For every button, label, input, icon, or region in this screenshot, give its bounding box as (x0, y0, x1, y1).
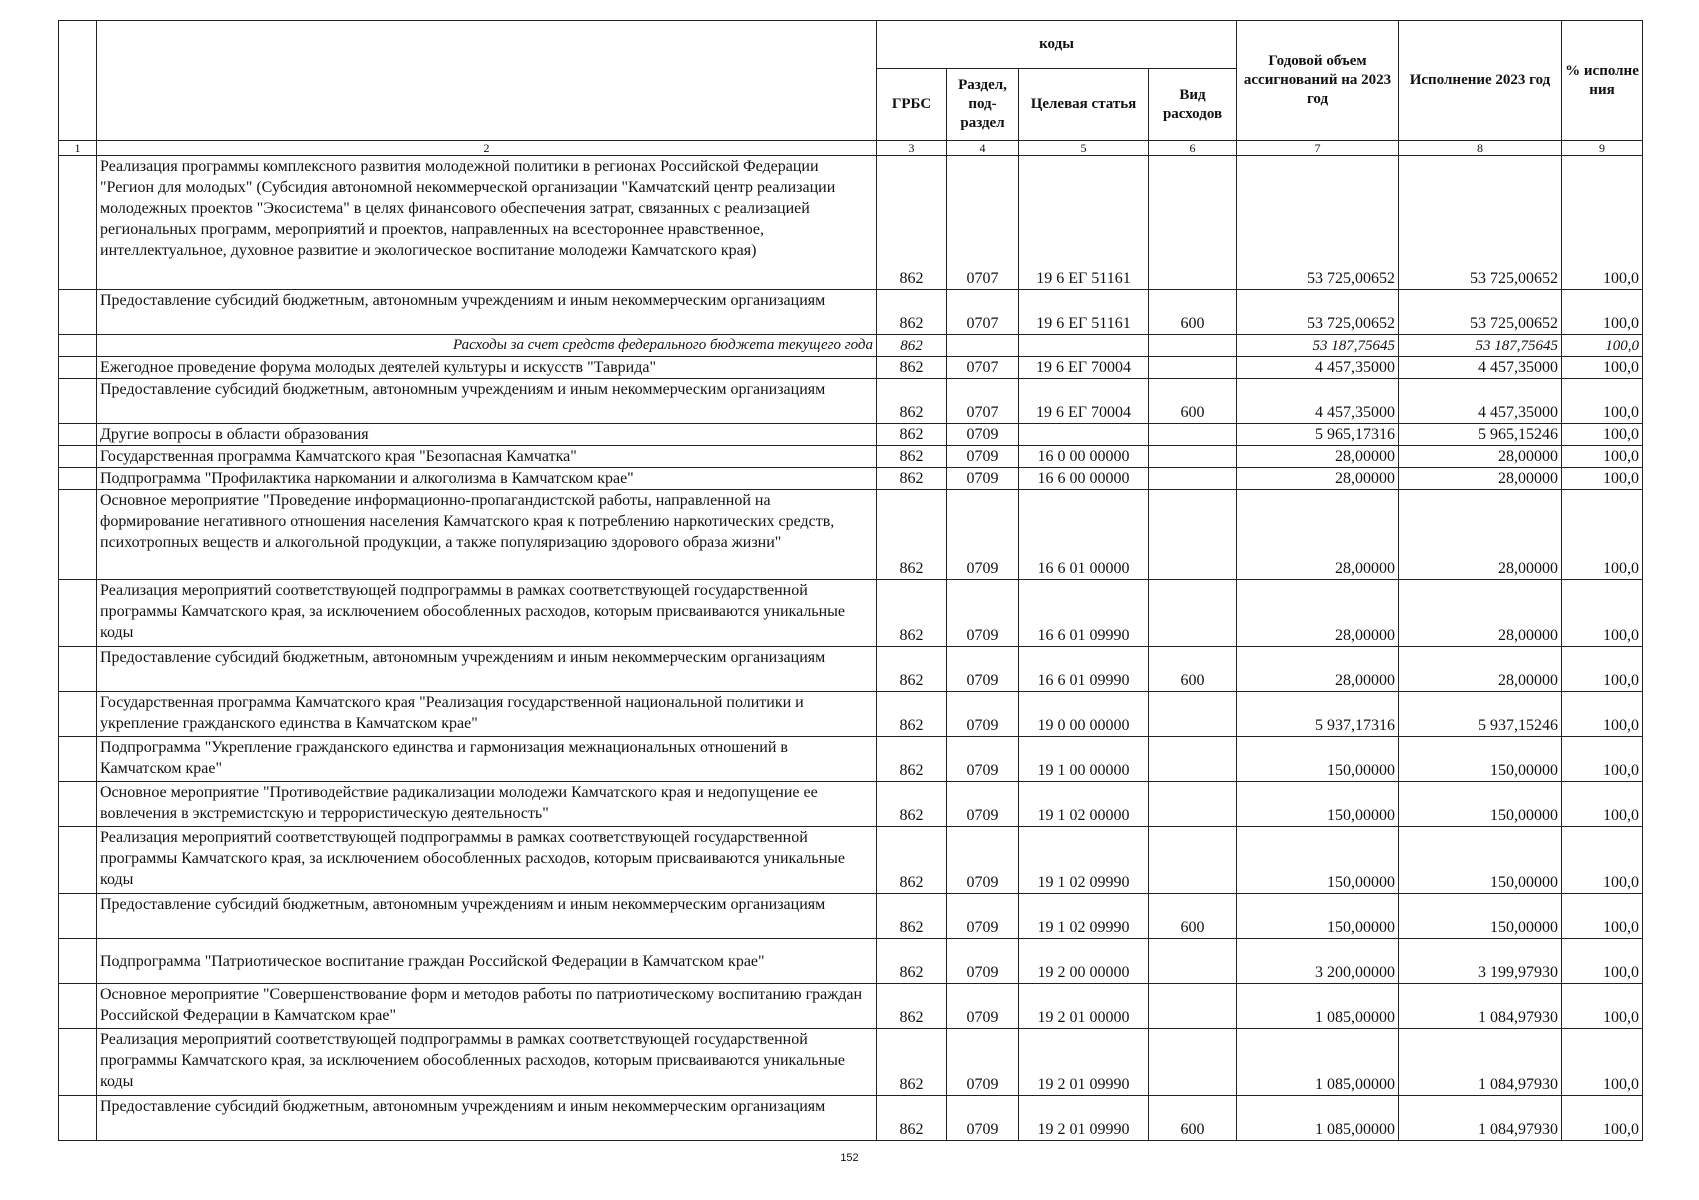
row-number-cell (59, 290, 97, 335)
row-target-item: 16 6 01 09990 (1019, 580, 1149, 647)
row-annual-volume: 5 937,17316 (1237, 692, 1399, 737)
row-annual-volume: 150,00000 (1237, 737, 1399, 782)
row-execution: 5 937,15246 (1399, 692, 1562, 737)
row-section: 0709 (947, 894, 1019, 939)
row-number-cell (59, 580, 97, 647)
row-section: 0707 (947, 156, 1019, 290)
row-grbs: 862 (877, 357, 947, 379)
row-number-cell (59, 1029, 97, 1096)
row-description: Расходы за счет средств федерального бюджета текущего года (97, 335, 877, 357)
row-number-cell (59, 827, 97, 894)
table-row (59, 580, 1643, 647)
row-section (947, 335, 1019, 357)
row-section: 0709 (947, 490, 1019, 580)
column-number: 4 (947, 141, 1019, 156)
row-description: Подпрограмма "Укрепление гражданского единства и гармонизация межнациональных отношений в Камчатском крае" (97, 737, 877, 782)
row-target-item (1019, 424, 1149, 446)
table-row (59, 156, 1643, 290)
row-section: 0707 (947, 290, 1019, 335)
row-grbs: 862 (877, 692, 947, 737)
row-grbs: 862 (877, 490, 947, 580)
header-execution: Исполнение 2023 год (1399, 21, 1562, 141)
row-target-item: 19 2 01 00000 (1019, 984, 1149, 1029)
table-row (59, 379, 1643, 424)
column-number: 1 (59, 141, 97, 156)
row-number-cell (59, 468, 97, 490)
row-section: 0709 (947, 647, 1019, 692)
row-annual-volume: 1 085,00000 (1237, 1029, 1399, 1096)
row-execution: 1 084,97930 (1399, 1096, 1562, 1141)
row-description: Другие вопросы в области образования (97, 424, 877, 446)
row-percent: 100,0 (1562, 335, 1643, 357)
row-percent: 100,0 (1562, 1029, 1643, 1096)
row-number-cell (59, 737, 97, 782)
row-expense-type (1149, 490, 1237, 580)
row-expense-type (1149, 335, 1237, 357)
row-grbs: 862 (877, 1096, 947, 1141)
row-grbs: 862 (877, 335, 947, 357)
row-section: 0709 (947, 692, 1019, 737)
row-grbs: 862 (877, 290, 947, 335)
row-grbs: 862 (877, 424, 947, 446)
row-annual-volume: 150,00000 (1237, 827, 1399, 894)
row-annual-volume: 28,00000 (1237, 580, 1399, 647)
table-row (59, 939, 1643, 984)
row-annual-volume: 28,00000 (1237, 647, 1399, 692)
row-percent: 100,0 (1562, 490, 1643, 580)
row-target-item: 19 2 01 09990 (1019, 1029, 1149, 1096)
row-section: 0709 (947, 939, 1019, 984)
row-execution: 4 457,35000 (1399, 357, 1562, 379)
table-row (59, 827, 1643, 894)
row-annual-volume: 1 085,00000 (1237, 1096, 1399, 1141)
row-expense-type (1149, 424, 1237, 446)
row-description: Реализация программы комплексного развития молодежной политики в регионах Российской Федерации "Регион для молодых" (Субсидия автономной некоммерческой организации "Камчатский центр реализации молодежных проектов "Экосистема" в целях финансового обеспечения затрат, связанных с реализацией региональных программ, мероприятий и проектов, направленных на всестороннее нравственное, интеллектуальное, духовное развитие и экологическое воспитание молодежи Камчатского края) (97, 156, 877, 290)
row-execution: 4 457,35000 (1399, 379, 1562, 424)
row-annual-volume: 3 200,00000 (1237, 939, 1399, 984)
table-row (59, 692, 1643, 737)
header-section: Раздел, под-раздел (947, 69, 1019, 141)
row-section: 0707 (947, 379, 1019, 424)
column-number: 6 (1149, 141, 1237, 156)
row-annual-volume: 28,00000 (1237, 490, 1399, 580)
row-grbs: 862 (877, 782, 947, 827)
row-section: 0709 (947, 782, 1019, 827)
row-grbs: 862 (877, 156, 947, 290)
row-expense-type (1149, 737, 1237, 782)
row-number-cell (59, 692, 97, 737)
row-execution: 28,00000 (1399, 647, 1562, 692)
row-grbs: 862 (877, 379, 947, 424)
row-section: 0709 (947, 580, 1019, 647)
row-number-cell (59, 424, 97, 446)
row-annual-volume: 53 725,00652 (1237, 156, 1399, 290)
row-annual-volume: 5 965,17316 (1237, 424, 1399, 446)
row-execution: 150,00000 (1399, 782, 1562, 827)
table-row (59, 357, 1643, 379)
table-row (59, 1096, 1643, 1141)
row-section: 0709 (947, 446, 1019, 468)
row-description: Основное мероприятие "Проведение информационно-пропагандистской работы, направленной на формирование негативного отношения населения Камчатского края к потреблению наркотических средств, психотропных веществ и алкогольной продукции, а также популяризацию здорового образа жизни" (97, 490, 877, 580)
row-grbs: 862 (877, 1029, 947, 1096)
row-percent: 100,0 (1562, 737, 1643, 782)
row-expense-type: 600 (1149, 647, 1237, 692)
row-expense-type: 600 (1149, 1096, 1237, 1141)
row-execution: 5 965,15246 (1399, 424, 1562, 446)
row-execution: 3 199,97930 (1399, 939, 1562, 984)
row-percent: 100,0 (1562, 156, 1643, 290)
table-row (59, 1029, 1643, 1096)
row-description: Государственная программа Камчатского края "Безопасная Камчатка" (97, 446, 877, 468)
row-number-cell (59, 357, 97, 379)
table-row (59, 894, 1643, 939)
table-row (59, 290, 1643, 335)
header-annual-volume: Годовой объем ассигнований на 2023 год (1237, 21, 1399, 141)
row-annual-volume: 53 725,00652 (1237, 290, 1399, 335)
row-target-item: 19 6 ЕГ 70004 (1019, 357, 1149, 379)
row-annual-volume: 150,00000 (1237, 782, 1399, 827)
row-target-item: 19 1 00 00000 (1019, 737, 1149, 782)
row-percent: 100,0 (1562, 782, 1643, 827)
page-number: 152 (840, 1152, 859, 1164)
budget-execution-table (58, 20, 1643, 1141)
row-description: Предоставление субсидий бюджетным, автономным учреждениям и иным некоммерческим организациям (97, 290, 877, 335)
row-expense-type: 600 (1149, 379, 1237, 424)
row-expense-type (1149, 692, 1237, 737)
row-description: Предоставление субсидий бюджетным, автономным учреждениям и иным некоммерческим организациям (97, 647, 877, 692)
row-section: 0707 (947, 357, 1019, 379)
row-annual-volume: 53 187,75645 (1237, 335, 1399, 357)
row-number-cell (59, 782, 97, 827)
row-percent: 100,0 (1562, 379, 1643, 424)
row-execution: 1 084,97930 (1399, 984, 1562, 1029)
row-description: Основное мероприятие "Противодействие радикализации молодежи Камчатского края и недопущение ее вовлечения в экстремистскую и террористическую деятельность" (97, 782, 877, 827)
row-expense-type: 600 (1149, 894, 1237, 939)
table-row (59, 984, 1643, 1029)
row-grbs: 862 (877, 446, 947, 468)
header-grbs: ГРБС (877, 69, 947, 141)
row-execution: 150,00000 (1399, 737, 1562, 782)
row-description: Предоставление субсидий бюджетным, автономным учреждениям и иным некоммерческим организациям (97, 894, 877, 939)
row-grbs: 862 (877, 468, 947, 490)
row-annual-volume: 4 457,35000 (1237, 379, 1399, 424)
row-section: 0709 (947, 1096, 1019, 1141)
row-target-item: 19 0 00 00000 (1019, 692, 1149, 737)
header-codes-group: коды (877, 21, 1237, 69)
row-target-item: 19 2 00 00000 (1019, 939, 1149, 984)
row-section: 0709 (947, 468, 1019, 490)
row-execution: 53 725,00652 (1399, 156, 1562, 290)
row-expense-type (1149, 984, 1237, 1029)
row-grbs: 862 (877, 827, 947, 894)
row-target-item: 16 6 01 00000 (1019, 490, 1149, 580)
row-section: 0709 (947, 1029, 1019, 1096)
row-expense-type (1149, 468, 1237, 490)
header-target-item: Целевая статья (1019, 69, 1149, 141)
row-percent: 100,0 (1562, 647, 1643, 692)
row-section: 0709 (947, 827, 1019, 894)
row-number-cell (59, 647, 97, 692)
header-expense-type: Вид расходов (1149, 69, 1237, 141)
row-target-item: 16 6 00 00000 (1019, 468, 1149, 490)
row-percent: 100,0 (1562, 446, 1643, 468)
row-execution: 1 084,97930 (1399, 1029, 1562, 1096)
table-row (59, 647, 1643, 692)
row-execution: 28,00000 (1399, 580, 1562, 647)
header-blank-description (97, 21, 877, 141)
row-number-cell (59, 984, 97, 1029)
header-blank-number (59, 21, 97, 141)
row-description: Подпрограмма "Патриотическое воспитание граждан Российской Федерации в Камчатском крае" (97, 939, 877, 984)
row-percent: 100,0 (1562, 827, 1643, 894)
row-description: Реализация мероприятий соответствующей подпрограммы в рамках соответствующей государственной программы Камчатского края, за исключением обособленных расходов, которым присваиваются уникальные коды (97, 580, 877, 647)
row-percent: 100,0 (1562, 1096, 1643, 1141)
row-percent: 100,0 (1562, 468, 1643, 490)
row-expense-type: 600 (1149, 290, 1237, 335)
row-grbs: 862 (877, 894, 947, 939)
row-percent: 100,0 (1562, 939, 1643, 984)
row-expense-type (1149, 357, 1237, 379)
row-description: Предоставление субсидий бюджетным, автономным учреждениям и иным некоммерческим организациям (97, 379, 877, 424)
row-section: 0709 (947, 984, 1019, 1029)
row-grbs: 862 (877, 737, 947, 782)
row-target-item: 19 1 02 09990 (1019, 894, 1149, 939)
row-annual-volume: 150,00000 (1237, 894, 1399, 939)
row-execution: 28,00000 (1399, 490, 1562, 580)
row-description: Подпрограмма "Профилактика наркомании и алкоголизма в Камчатском крае" (97, 468, 877, 490)
table-row (59, 335, 1643, 357)
row-number-cell (59, 156, 97, 290)
row-target-item: 19 6 ЕГ 51161 (1019, 156, 1149, 290)
row-execution: 28,00000 (1399, 446, 1562, 468)
row-number-cell (59, 335, 97, 357)
row-target-item: 16 6 01 09990 (1019, 647, 1149, 692)
row-expense-type (1149, 446, 1237, 468)
column-number: 9 (1562, 141, 1643, 156)
row-description: Реализация мероприятий соответствующей подпрограммы в рамках соответствующей государственной программы Камчатского края, за исключением обособленных расходов, которым присваиваются уникальные коды (97, 1029, 877, 1096)
row-number-cell (59, 446, 97, 468)
row-target-item: 19 1 02 00000 (1019, 782, 1149, 827)
row-percent: 100,0 (1562, 290, 1643, 335)
row-number-cell (59, 894, 97, 939)
row-execution: 28,00000 (1399, 468, 1562, 490)
row-number-cell (59, 939, 97, 984)
row-target-item: 19 6 ЕГ 51161 (1019, 290, 1149, 335)
row-description: Предоставление субсидий бюджетным, автономным учреждениям и иным некоммерческим организациям (97, 1096, 877, 1141)
row-target-item: 19 2 01 09990 (1019, 1096, 1149, 1141)
row-expense-type (1149, 580, 1237, 647)
row-annual-volume: 1 085,00000 (1237, 984, 1399, 1029)
row-percent: 100,0 (1562, 692, 1643, 737)
column-number: 5 (1019, 141, 1149, 156)
column-number: 2 (97, 141, 877, 156)
row-grbs: 862 (877, 984, 947, 1029)
row-percent: 100,0 (1562, 984, 1643, 1029)
row-description: Государственная программа Камчатского края "Реализация государственной национальной политики и укрепление гражданского единства в Камчатском крае" (97, 692, 877, 737)
row-percent: 100,0 (1562, 357, 1643, 379)
table-row (59, 424, 1643, 446)
row-percent: 100,0 (1562, 580, 1643, 647)
table-row (59, 468, 1643, 490)
header-percent: % исполне ния (1562, 21, 1643, 141)
row-description: Основное мероприятие "Совершенствование форм и методов работы по патриотическому воспитанию граждан Российской Федерации в Камчатском крае" (97, 984, 877, 1029)
row-number-cell (59, 1096, 97, 1141)
row-grbs: 862 (877, 647, 947, 692)
row-expense-type (1149, 156, 1237, 290)
row-description: Реализация мероприятий соответствующей подпрограммы в рамках соответствующей государственной программы Камчатского края, за исключением обособленных расходов, которым присваиваются уникальные коды (97, 827, 877, 894)
row-annual-volume: 28,00000 (1237, 468, 1399, 490)
row-expense-type (1149, 939, 1237, 984)
row-section: 0709 (947, 424, 1019, 446)
row-expense-type (1149, 782, 1237, 827)
row-expense-type (1149, 827, 1237, 894)
table-row (59, 446, 1643, 468)
column-number: 3 (877, 141, 947, 156)
column-number: 8 (1399, 141, 1562, 156)
column-number: 7 (1237, 141, 1399, 156)
row-annual-volume: 4 457,35000 (1237, 357, 1399, 379)
row-execution: 150,00000 (1399, 827, 1562, 894)
row-execution: 53 725,00652 (1399, 290, 1562, 335)
row-target-item: 19 6 ЕГ 70004 (1019, 379, 1149, 424)
row-section: 0709 (947, 737, 1019, 782)
row-target-item: 16 0 00 00000 (1019, 446, 1149, 468)
row-grbs: 862 (877, 939, 947, 984)
table-row (59, 737, 1643, 782)
row-annual-volume: 28,00000 (1237, 446, 1399, 468)
row-percent: 100,0 (1562, 424, 1643, 446)
row-grbs: 862 (877, 580, 947, 647)
row-target-item: 19 1 02 09990 (1019, 827, 1149, 894)
row-target-item (1019, 335, 1149, 357)
row-number-cell (59, 379, 97, 424)
row-expense-type (1149, 1029, 1237, 1096)
row-description: Ежегодное проведение форума молодых деятелей культуры и искусств "Таврида" (97, 357, 877, 379)
row-execution: 53 187,75645 (1399, 335, 1562, 357)
table-row (59, 490, 1643, 580)
row-percent: 100,0 (1562, 894, 1643, 939)
table-row (59, 782, 1643, 827)
row-number-cell (59, 490, 97, 580)
row-execution: 150,00000 (1399, 894, 1562, 939)
